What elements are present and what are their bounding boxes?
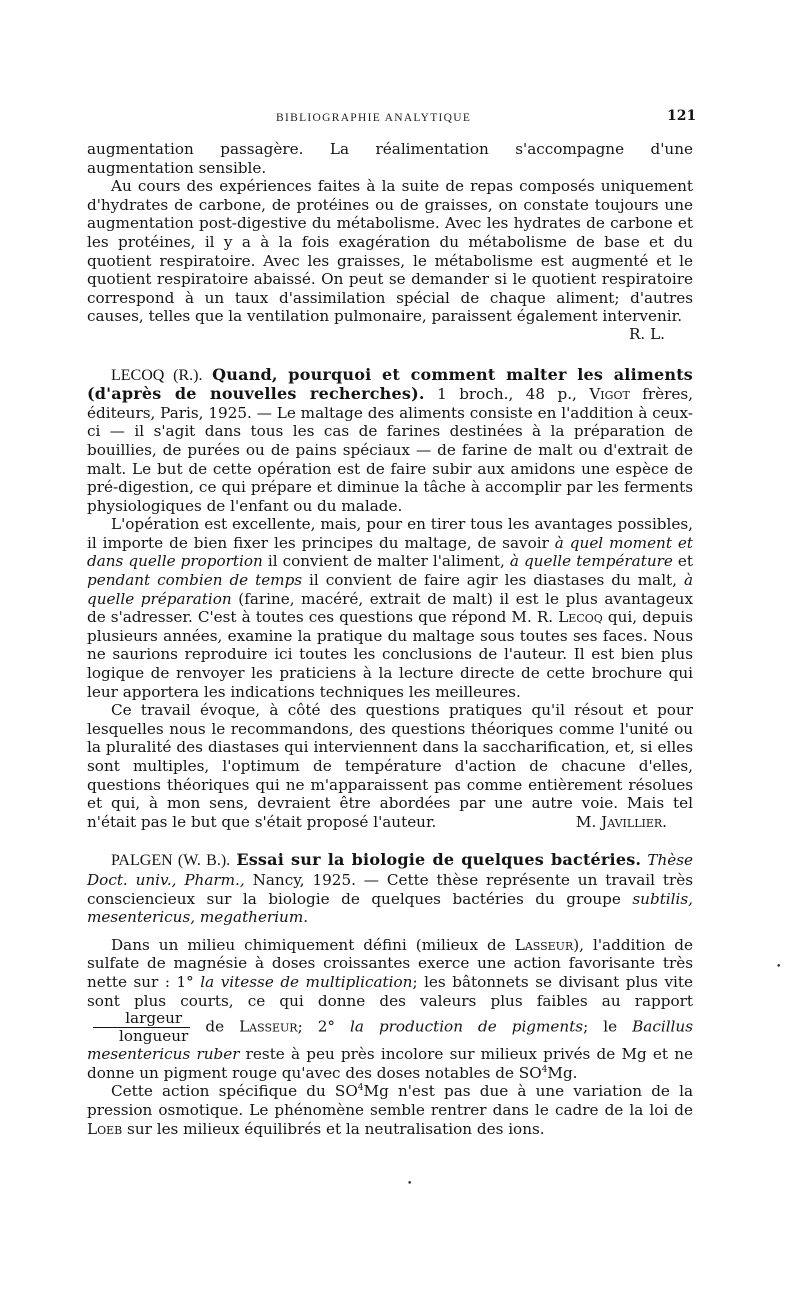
text-segment: reste à peu près incolore sur milieux privés de Mg et ne donne un pigment rouge qu'avec des doses notables de SO	[87, 1045, 693, 1082]
text-segment: ; les bâtonnets se divisant plus vite sont plus courts, ce qui donne des valeurs plus faibles au rapport	[87, 972, 694, 1010]
entry-lecoq-paragraph-2	[87, 515, 693, 701]
entry-abstract: Nancy, 1925. — Cette thèse représente un travail très consciencieux sur la biologie de quelques bactéries du groupe	[87, 870, 693, 908]
text-segment: et	[672, 552, 694, 571]
entry-author: PALGEN (W. B.).	[111, 852, 231, 870]
fraction-numerator: largeur	[93, 1010, 190, 1028]
print-speck: •	[776, 962, 782, 972]
running-title: BIBLIOGRAPHIE ANALYTIQUE	[276, 112, 472, 124]
italic-segment: Bacillus mesentericus ruber	[87, 1017, 693, 1064]
entry-abstract: frères, éditeurs, Paris, 1925. — Le maltage des aliments consiste en l'addition à ceux-ci — il s'agit dans tous les cas de farines destinées à la préparation de bouillies, de purées ou de pains spéciaux — de farine de malt ou d'extrait de malt. Le but de cette opération est de faire subir aux amidons une espèce de pré-digestion, ce qui prépare et diminue la tâche à accomplir par les ferments physiologiques de l'enfant ou du malade.	[87, 385, 694, 515]
text-segment: il convient de malter l'aliment,	[262, 552, 510, 571]
author-name-smallcaps: Lasseur	[239, 1017, 298, 1036]
text-segment: Dans un milieu chimiquement défini (milieux de	[111, 935, 515, 954]
entry-palgen-paragraph-1	[87, 851, 693, 926]
text-segment: ), l'addition de sulfate de magnésie à doses croissantes exerce une action favorisante très nette sur : 1°	[87, 935, 693, 991]
page-number: 121	[667, 108, 697, 124]
ratio-fraction	[93, 1010, 190, 1045]
continuation-paragraph-1: augmentation passagère. La réalimentation s'accompagne d'une augmentation sensible.	[87, 140, 693, 177]
author-name-smallcaps: Lasseur	[514, 935, 574, 954]
entry-palgen-paragraph-2	[87, 936, 693, 1083]
entry-title: Quand, pourquoi et comment malter les aliments (d'après de nouvelles recherches).	[87, 364, 694, 404]
entry-publication: 1 broch., 48 p.,	[424, 385, 590, 404]
italic-segment: à quelle température	[509, 552, 673, 571]
entry-title: Essai sur la biologie de quelques bactéries.	[236, 850, 642, 870]
italic-segment: subtilis, mesentericus, megatherium.	[87, 889, 693, 927]
text-segment: de	[190, 1017, 240, 1036]
fraction-denominator: longueur	[119, 1027, 189, 1046]
superscript: 4	[541, 1064, 548, 1075]
italic-segment: à quelle préparation	[87, 571, 693, 608]
entry-author: LECOQ (R.).	[111, 366, 203, 384]
italic-segment: la vitesse de multiplication	[200, 972, 413, 991]
italic-segment: la production de pigments	[350, 1017, 584, 1036]
continuation-paragraph-2: Au cours des expériences faites à la suite de repas composés uniquement d'hydrates de carbone, de protéines ou de graisses, on constate toujours une augmentation post-digestive du métabolisme. Avec les hydrates de carbone et les protéines, il y a à la fois exagération du métabolisme de base et du quotient respiratoire. Avec les graisses, le métabolisme est augmenté et le quotient respiratoire abaissé. On peut se demander si le quotient respiratoire correspond à un taux d'assimilation spécial de chaque aliment; d'autres causes, telles que la ventilation pulmonaire, paraissent également intervenir.	[87, 177, 693, 326]
text-segment: Mg.	[547, 1063, 578, 1082]
text-segment: ; le	[583, 1017, 633, 1036]
text-segment: L'opération est excellente, mais, pour en tirer tous les avantages possibles, il importe de bien fixer les principes du maltage, de savoir	[87, 515, 693, 552]
italic-segment: pendant combien de temps	[87, 571, 303, 590]
text-segment: sur les milieux équilibrés et la neutralisation des ions.	[122, 1119, 545, 1138]
entry-lecoq-paragraph-3	[87, 701, 693, 831]
author-name-smallcaps: Lecoq	[558, 608, 603, 627]
signature-rl: R. L.	[628, 324, 665, 343]
entry-lecoq-paragraph-1	[87, 366, 693, 516]
review-entry-lecoq	[87, 366, 693, 832]
author-name-smallcaps: Loeb	[87, 1119, 123, 1138]
italic-segment: Thèse Doct. univ., Pharm.,	[87, 851, 693, 889]
text-segment: Cette action spécifique du SO	[111, 1082, 358, 1101]
text-segment: (farine, macéré, extrait de malt) il est le plus avantageux de s'adresser. C'est à toutes ces questions que répond M. R.	[87, 589, 694, 627]
text-segment: Mg n'est pas due à une variation de la pression osmotique. Le phénomène semble rentrer dans le cadre de la loi de	[87, 1082, 693, 1119]
body-text	[87, 140, 693, 1138]
text-segment: qui, depuis plusieurs années, examine la pratique du maltage sous toutes ses faces. Nous ne saurions reproduire ici toutes les conclusions de l'auteur. Il est bien plus logique de renvoyer les praticiens à la lecture directe de cette brochure qui leur apportera les indications techniques les meilleures.	[87, 608, 693, 701]
entry-palgen-paragraph-3	[87, 1082, 693, 1138]
italic-segment: à quel moment et dans quelle proportion	[87, 533, 693, 571]
publisher-name: Vigot	[589, 385, 630, 404]
text-segment: il convient de faire agir les diastases du malt,	[302, 571, 684, 590]
signature-javillier: M. Javillier.	[575, 812, 667, 831]
review-entry-palgen	[87, 851, 693, 1138]
text-segment: ; 2°	[297, 1017, 351, 1036]
print-speck: •	[407, 1179, 413, 1189]
page-header	[0, 109, 800, 129]
superscript: 4	[357, 1083, 364, 1094]
text-segment: Ce travail évoque, à côté des questions pratiques qu'il résout et pour lesquelles nous le recommandons, des questions théoriques comme l'unité ou la pluralité des diastases qui interviennent dans la saccharification, et, si elles sont multiples, l'optimum de température d'action de chacune d'elles, questions théoriques qui ne m'apparaissent pas comme entièrement résolues et qui, à mon sens, devraient être abordées par une autre voie. Mais tel n'était pas le but que s'était proposé l'auteur.	[87, 701, 693, 831]
